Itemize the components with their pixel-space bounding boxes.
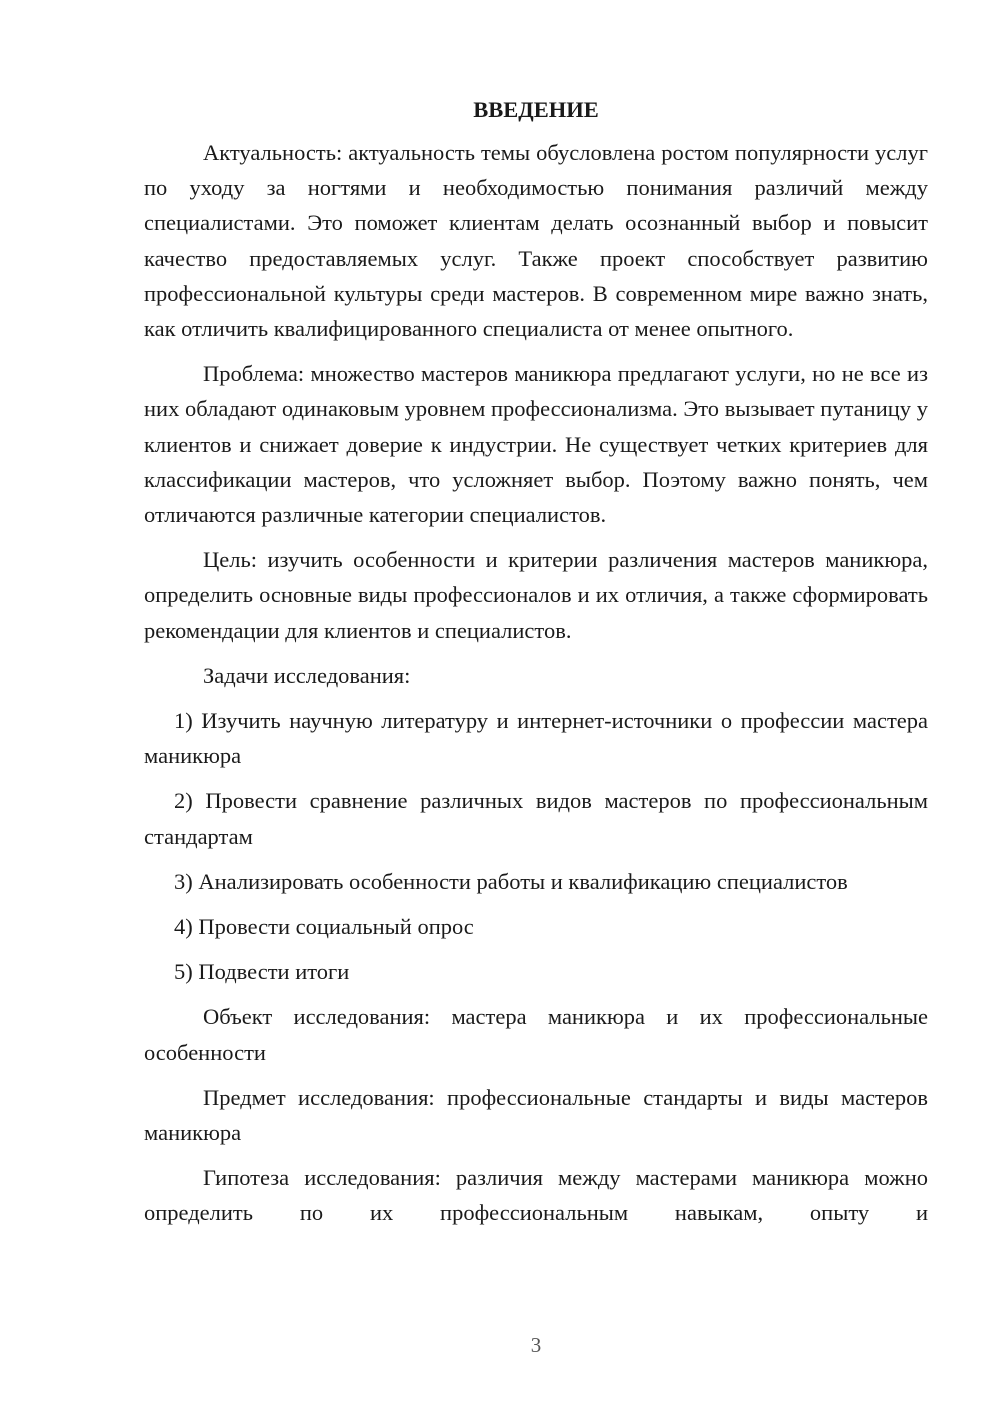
paragraph-relevance: Актуальность: актуальность темы обусловлена ростом популярности услуг по уходу за ногтями и необходимостью понимания различий между специалистами. Это поможет клиентам делать осознанный выбор и повысит качество предоставляемых услуг. Также проект способствует развитию профессиональной культуры среди мастеров. В современном мире важно знать, как отличить квалифицированного специалиста от менее опытного. bbox=[144, 140, 928, 342]
list-item-task-3: 3) Анализировать особенности работы и квалификацию специалистов bbox=[174, 868, 848, 894]
list-item-task-1: 1) Изучить научную литературу и интернет-источники о профессии мастера маникюра bbox=[144, 708, 928, 769]
list-item-task-5: 5) Подвести итоги bbox=[174, 959, 350, 985]
section-heading: ВВЕДЕНИЕ bbox=[473, 97, 599, 122]
paragraph-problem: Проблема: множество мастеров маникюра предлагают услуги, но не все из них обладают одинаковым уровнем профессионализма. Это вызывает путаницу у клиентов и снижает доверие к индустрии. Не существует четких критериев для классификации мастеров, что усложняет выбор. Поэтому важно понять, чем отличаются различные категории специалистов. bbox=[144, 361, 928, 528]
page-number: 3 bbox=[530, 1333, 542, 1357]
page-content bbox=[144, 95, 928, 1231]
list-item-task-4: 4) Провести социальный опрос bbox=[174, 914, 474, 940]
paragraph-hypothesis: Гипотеза исследования: различия между мастерами маникюра можно определить по их профессиональным навыкам, опыту и bbox=[144, 1165, 928, 1226]
paragraph-tasks-title: Задачи исследования: bbox=[203, 662, 411, 688]
paragraph-object: Объект исследования: мастера маникюра и их профессиональные особенности bbox=[144, 1004, 928, 1065]
list-item-task-2: 2) Провести сравнение различных видов мастеров по профессиональным стандартам bbox=[144, 788, 928, 849]
paragraph-goal: Цель: изучить особенности и критерии различения мастеров маникюра, определить основные виды профессионалов и их отличия, а также сформировать рекомендации для клиентов и специалистов. bbox=[144, 547, 928, 643]
paragraph-subject: Предмет исследования: профессиональные стандарты и виды мастеров маникюра bbox=[144, 1084, 928, 1146]
